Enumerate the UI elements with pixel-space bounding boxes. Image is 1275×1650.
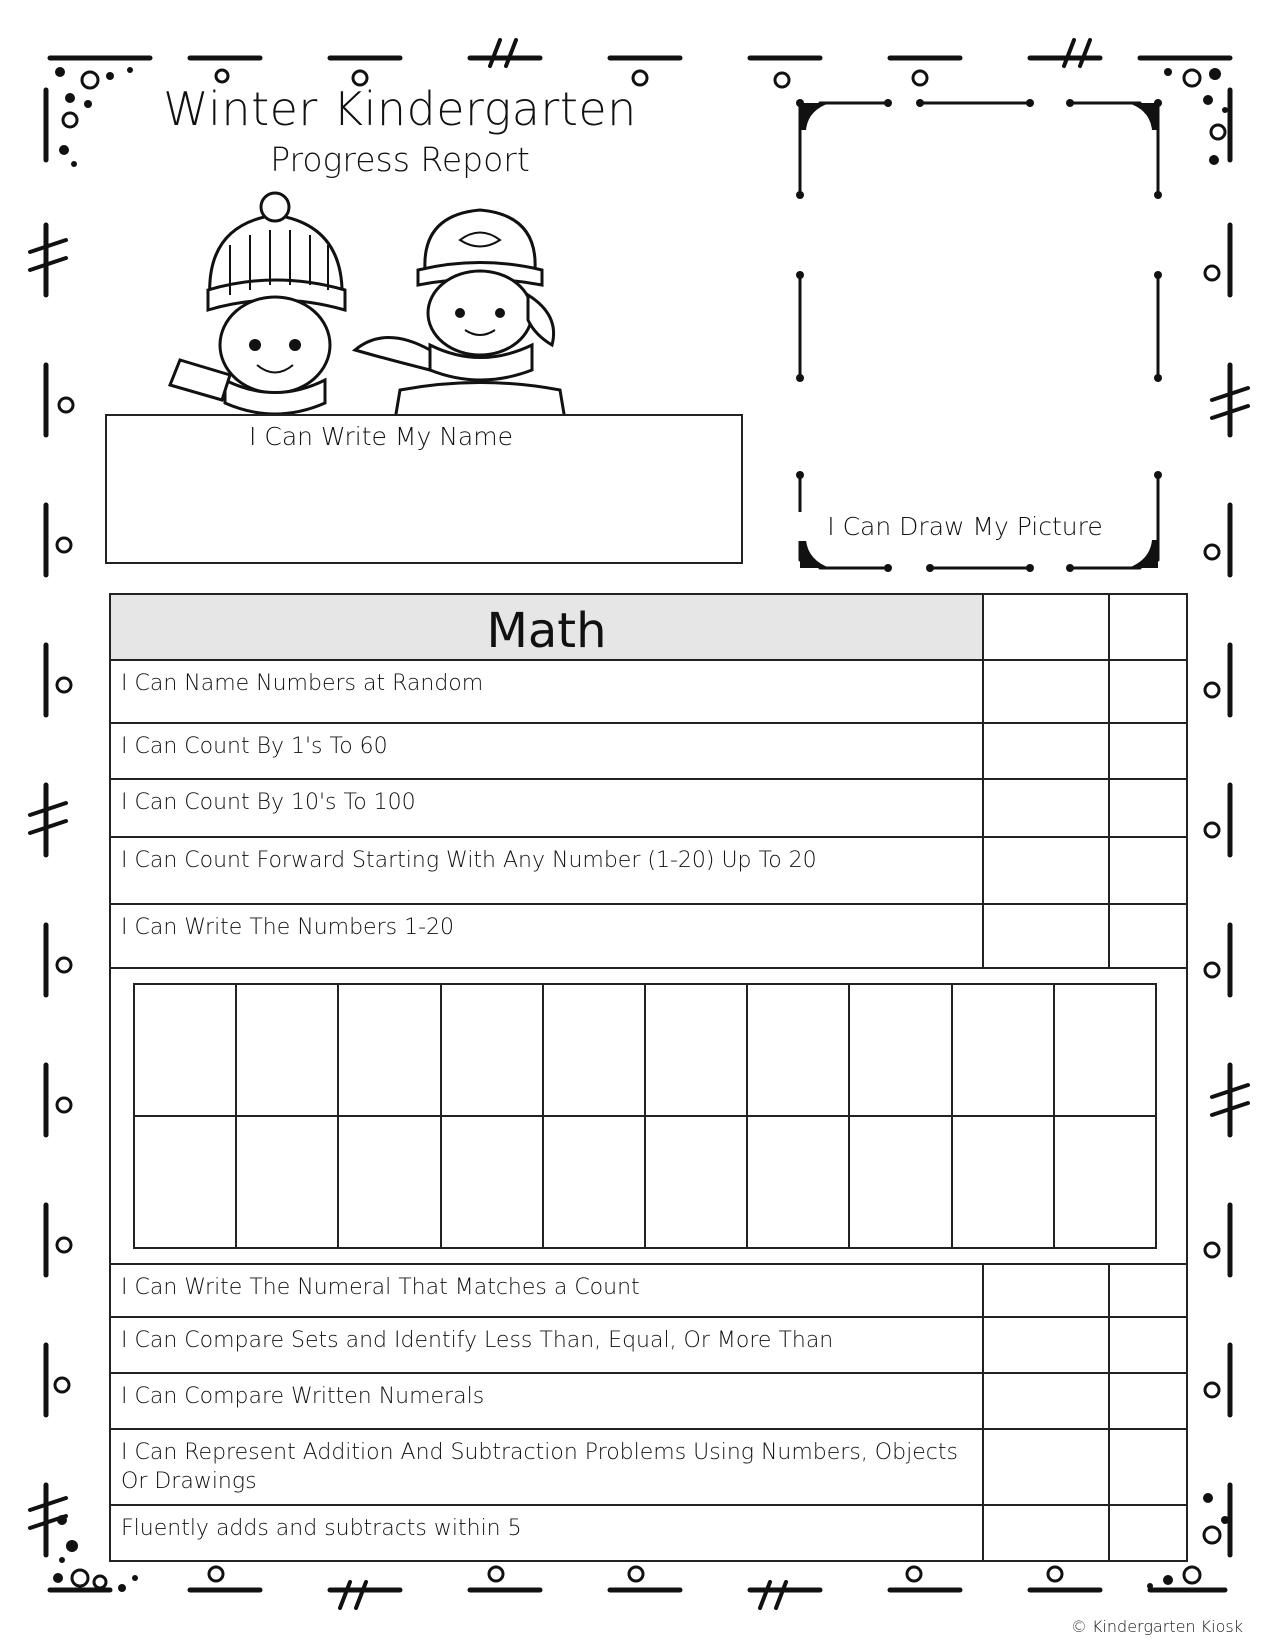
skill-mark-cell[interactable] (983, 779, 1109, 837)
skill-mark-cell[interactable] (1109, 1373, 1187, 1429)
skill-row-label: I Can Name Numbers at Random (110, 660, 983, 723)
skill-row-label: I Can Count By 10's To 100 (110, 779, 983, 837)
number-writing-cell[interactable] (1054, 984, 1156, 1116)
number-writing-cell[interactable] (543, 984, 645, 1116)
page-title: Winter Kindergarten (163, 82, 637, 136)
number-writing-cell[interactable] (441, 1116, 543, 1248)
number-writing-cell[interactable] (849, 984, 951, 1116)
skill-mark-cell[interactable] (983, 904, 1109, 968)
skill-row-label: Fluently adds and subtracts within 5 (110, 1505, 983, 1561)
number-writing-cell[interactable] (236, 984, 338, 1116)
skill-row-label: I Can Compare Sets and Identify Less Than, Equal, Or More Than (110, 1317, 983, 1373)
number-writing-cell[interactable] (338, 984, 440, 1116)
number-writing-cell[interactable] (849, 1116, 951, 1248)
number-writing-cell[interactable] (441, 984, 543, 1116)
page-subtitle: Progress Report (270, 140, 530, 179)
header-mark-cell-1 (983, 594, 1109, 660)
math-skills-table (109, 593, 1188, 1562)
skill-mark-cell[interactable] (983, 1429, 1109, 1505)
skill-mark-cell[interactable] (1109, 1505, 1187, 1561)
number-writing-cell[interactable] (747, 1116, 849, 1248)
skill-row-label: I Can Represent Addition And Subtraction Problems Using Numbers, Objects Or Drawings (110, 1429, 983, 1505)
number-writing-cell[interactable] (134, 1116, 236, 1248)
number-writing-cell[interactable] (952, 984, 1054, 1116)
skill-mark-cell[interactable] (1109, 904, 1187, 968)
skill-mark-cell[interactable] (1109, 660, 1187, 723)
skill-mark-cell[interactable] (1109, 779, 1187, 837)
copyright-notice: © Kindergarten Kiosk (1070, 1617, 1243, 1636)
skill-mark-cell[interactable] (983, 660, 1109, 723)
picture-drawing-area[interactable] (812, 110, 1144, 560)
number-writing-cell[interactable] (236, 1116, 338, 1248)
skill-mark-cell[interactable] (1109, 1317, 1187, 1373)
skill-mark-cell[interactable] (983, 723, 1109, 779)
skill-mark-cell[interactable] (983, 1317, 1109, 1373)
skill-mark-cell[interactable] (1109, 1264, 1187, 1317)
skill-row-label: I Can Write The Numeral That Matches a Count (110, 1264, 983, 1317)
skill-mark-cell[interactable] (983, 1264, 1109, 1317)
name-writing-box[interactable] (105, 414, 743, 564)
number-writing-cell[interactable] (747, 984, 849, 1116)
number-writing-cell[interactable] (543, 1116, 645, 1248)
skill-mark-cell[interactable] (1109, 723, 1187, 779)
number-writing-cell[interactable] (134, 984, 236, 1116)
skill-row-label: I Can Count By 1's To 60 (110, 723, 983, 779)
skill-row-label: I Can Compare Written Numerals (110, 1373, 983, 1429)
math-heading: Math (110, 594, 983, 660)
number-writing-cell[interactable] (645, 984, 747, 1116)
name-box-label: I Can Write My Name (249, 422, 513, 451)
skill-mark-cell[interactable] (983, 837, 1109, 904)
skill-mark-cell[interactable] (1109, 1429, 1187, 1505)
skill-row-label: I Can Count Forward Starting With Any Number (1-20) Up To 20 (110, 837, 983, 904)
skill-mark-cell[interactable] (983, 1505, 1109, 1561)
number-writing-cell[interactable] (645, 1116, 747, 1248)
skill-mark-cell[interactable] (1109, 837, 1187, 904)
number-writing-cell[interactable] (1054, 1116, 1156, 1248)
number-writing-cell[interactable] (952, 1116, 1054, 1248)
number-writing-cell[interactable] (338, 1116, 440, 1248)
skill-mark-cell[interactable] (983, 1373, 1109, 1429)
number-writing-section (110, 968, 1187, 1264)
children-illustration-image (160, 185, 620, 420)
number-writing-grid (133, 983, 1157, 1249)
header-mark-cell-2 (1109, 594, 1187, 660)
skill-row-label: I Can Write The Numbers 1-20 (110, 904, 983, 968)
picture-frame-label: I Can Draw My Picture (795, 512, 1135, 541)
